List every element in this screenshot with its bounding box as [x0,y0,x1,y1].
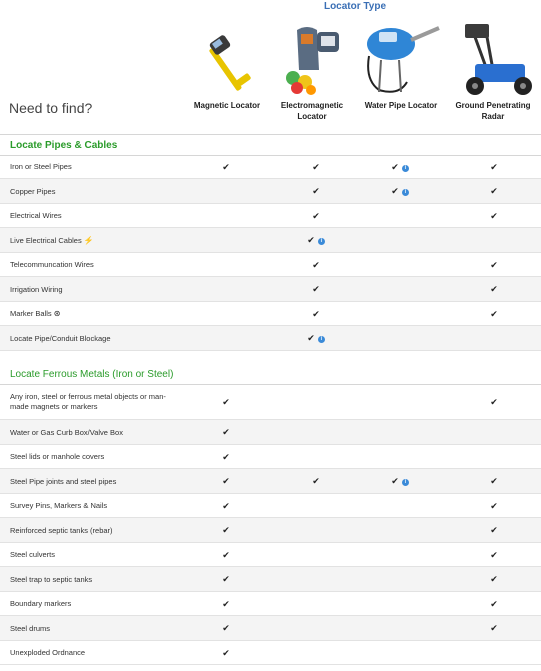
row-label [10,599,170,609]
checkmark-icon: ✔ [307,333,315,343]
table-cell [271,333,361,344]
column-label: Magnetic Locator [193,101,261,110]
row-label [10,648,170,658]
info-icon[interactable]: i [402,189,409,196]
divider [0,134,541,135]
row-label [10,334,170,344]
column-ground-penetrating-radar [447,20,539,122]
checkmark-icon: ✔ [312,309,320,319]
table-cell [181,452,271,463]
checkmark-icon: ✔ [222,550,230,560]
table-cell [271,260,361,271]
table-row [0,155,541,179]
table-row [0,469,541,494]
row-label [10,624,170,634]
table-cell [181,648,271,659]
row-label-text: Survey Pins, Markers & Nails [10,501,108,510]
marker-ball-icon: ⊛ [53,309,61,318]
table-cell [271,186,361,197]
checkmark-icon: ✔ [312,284,320,294]
column-label: Ground Penetrating Radar [455,101,531,121]
checkmark-icon: ✔ [222,599,230,609]
table-cell [449,284,539,295]
table-row [0,494,541,518]
checkmark-icon: ✔ [312,476,320,486]
checkmark-icon: ✔ [222,525,230,535]
row-label-text: Reinforced septic tanks (rebar) [10,526,113,535]
table-row [0,277,541,302]
table-cell [181,550,271,561]
table-cell [271,211,361,222]
checkmark-icon: ✔ [222,452,230,462]
row-label [10,309,170,319]
row-label [10,428,170,438]
row-label [10,392,170,412]
table-row [0,384,541,420]
checkmark-icon: ✔ [490,550,498,560]
checkmark-icon: ✔ [312,260,320,270]
table-cell [181,574,271,585]
table-cell [181,501,271,512]
checkmark-icon: ✔ [222,162,230,172]
table-cell [449,550,539,561]
table-row [0,592,541,616]
locator-type-heading: Locator Type [323,1,387,12]
table-cell [449,476,539,487]
checkmark-icon: ✔ [222,476,230,486]
checkmark-icon: ✔ [490,574,498,584]
table-cell [271,476,361,487]
row-label-text: Irrigation Wiring [10,285,63,294]
table-cell [271,235,361,246]
water-pipe-locator-image [359,20,443,98]
table-cell [181,525,271,536]
checkmark-icon: ✔ [222,397,230,407]
row-label [10,162,170,172]
table-cell [271,309,361,320]
table-row [0,179,541,204]
checkmark-icon: ✔ [307,235,315,245]
table-cell [355,162,445,173]
table-cell [449,260,539,271]
lightning-bolt-icon: ⚡ [83,236,94,245]
checkmark-icon: ✔ [222,648,230,658]
checkmark-icon: ✔ [391,476,399,486]
checkmark-icon: ✔ [490,284,498,294]
checkmark-icon: ✔ [490,260,498,270]
row-label [10,236,170,246]
checkmark-icon: ✔ [490,397,498,407]
row-label-text: Water or Gas Curb Box/Valve Box [10,428,123,437]
ground-penetrating-radar-image [451,20,535,98]
magnetic-locator-image [197,20,257,98]
table-row [0,641,541,665]
table-cell [181,162,271,173]
table-header [0,0,541,132]
checkmark-icon: ✔ [222,574,230,584]
table-cell [449,525,539,536]
checkmark-icon: ✔ [490,623,498,633]
column-magnetic-locator [181,20,273,111]
table-row [0,567,541,592]
table-cell [449,186,539,197]
row-label [10,526,170,536]
table-cell [449,309,539,320]
checkmark-icon: ✔ [490,525,498,535]
row-label-text: Steel Pipe joints and steel pipes [10,477,117,486]
column-label: Water Pipe Locator [364,101,438,110]
row-label-text: Steel culverts [10,550,56,559]
info-icon[interactable]: i [402,479,409,486]
row-label-text: Steel drums [10,624,51,633]
table-cell [355,476,445,487]
section-title: Locate Ferrous Metals (Iron or Steel) [10,369,174,380]
row-label-text: Any iron, steel or ferrous metal objects or man-made magnets or markers [10,392,166,411]
info-icon[interactable]: i [318,238,325,245]
row-label [10,575,170,585]
checkmark-icon: ✔ [490,476,498,486]
column-water-pipe-locator [355,20,447,111]
table-row [0,228,541,253]
table-row [0,616,541,641]
row-label-text: Iron or Steel Pipes [10,162,72,171]
row-label [10,501,170,511]
table-row [0,543,541,567]
checkmark-icon: ✔ [391,162,399,172]
row-label-text: Telecommuncation Wires [10,260,94,269]
checkmark-icon: ✔ [222,623,230,633]
info-icon[interactable]: i [318,336,325,343]
table-row [0,518,541,543]
checkmark-icon: ✔ [490,162,498,172]
checkmark-icon: ✔ [312,162,320,172]
table-cell [449,623,539,634]
table-cell [449,599,539,610]
table-cell [449,162,539,173]
row-label [10,260,170,270]
checkmark-icon: ✔ [490,309,498,319]
row-label-text: Boundary markers [10,599,72,608]
row-label [10,550,170,560]
need-to-find-heading: Need to find? [9,100,93,116]
table-row [0,302,541,326]
table-cell [449,211,539,222]
checkmark-icon: ✔ [490,501,498,511]
column-electromagnetic-locator [266,20,358,122]
row-label-text: Steel lids or manhole covers [10,452,105,461]
checkmark-icon: ✔ [312,186,320,196]
table-cell [271,162,361,173]
table-cell [181,397,271,408]
checkmark-icon: ✔ [490,186,498,196]
checkmark-icon: ✔ [490,599,498,609]
info-icon[interactable]: i [402,165,409,172]
table-cell [449,574,539,585]
table-cell [449,501,539,512]
table-cell [449,397,539,408]
section-title: Locate Pipes & Cables [10,140,118,151]
table-row [0,445,541,469]
table-cell [181,623,271,634]
table-cell [181,476,271,487]
row-label [10,187,170,197]
row-label-text: Copper Pipes [10,187,56,196]
table-cell [271,284,361,295]
table-row [0,326,541,351]
table-cell [181,427,271,438]
checkmark-icon: ✔ [222,501,230,511]
row-label-text: Locate Pipe/Conduit Blockage [10,334,111,343]
checkmark-icon: ✔ [312,211,320,221]
table-cell [181,599,271,610]
electromagnetic-locator-image [277,20,347,98]
row-label-text: Electrical Wires [10,211,62,220]
checkmark-icon: ✔ [490,211,498,221]
row-label-text: Live Electrical Cables [10,236,82,245]
column-label: Electromagnetic Locator [280,101,344,121]
row-label [10,285,170,295]
checkmark-icon: ✔ [391,186,399,196]
row-label [10,452,170,462]
row-label-text: Unexploded Ordnance [10,648,86,657]
row-label-text: Steel trap to septic tanks [10,575,93,584]
row-label-text: Marker Balls [10,309,52,318]
checkmark-icon: ✔ [222,427,230,437]
table-cell [355,186,445,197]
table-row [0,420,541,445]
table-row [0,253,541,277]
row-label [10,477,170,487]
row-label [10,211,170,221]
table-row [0,204,541,228]
